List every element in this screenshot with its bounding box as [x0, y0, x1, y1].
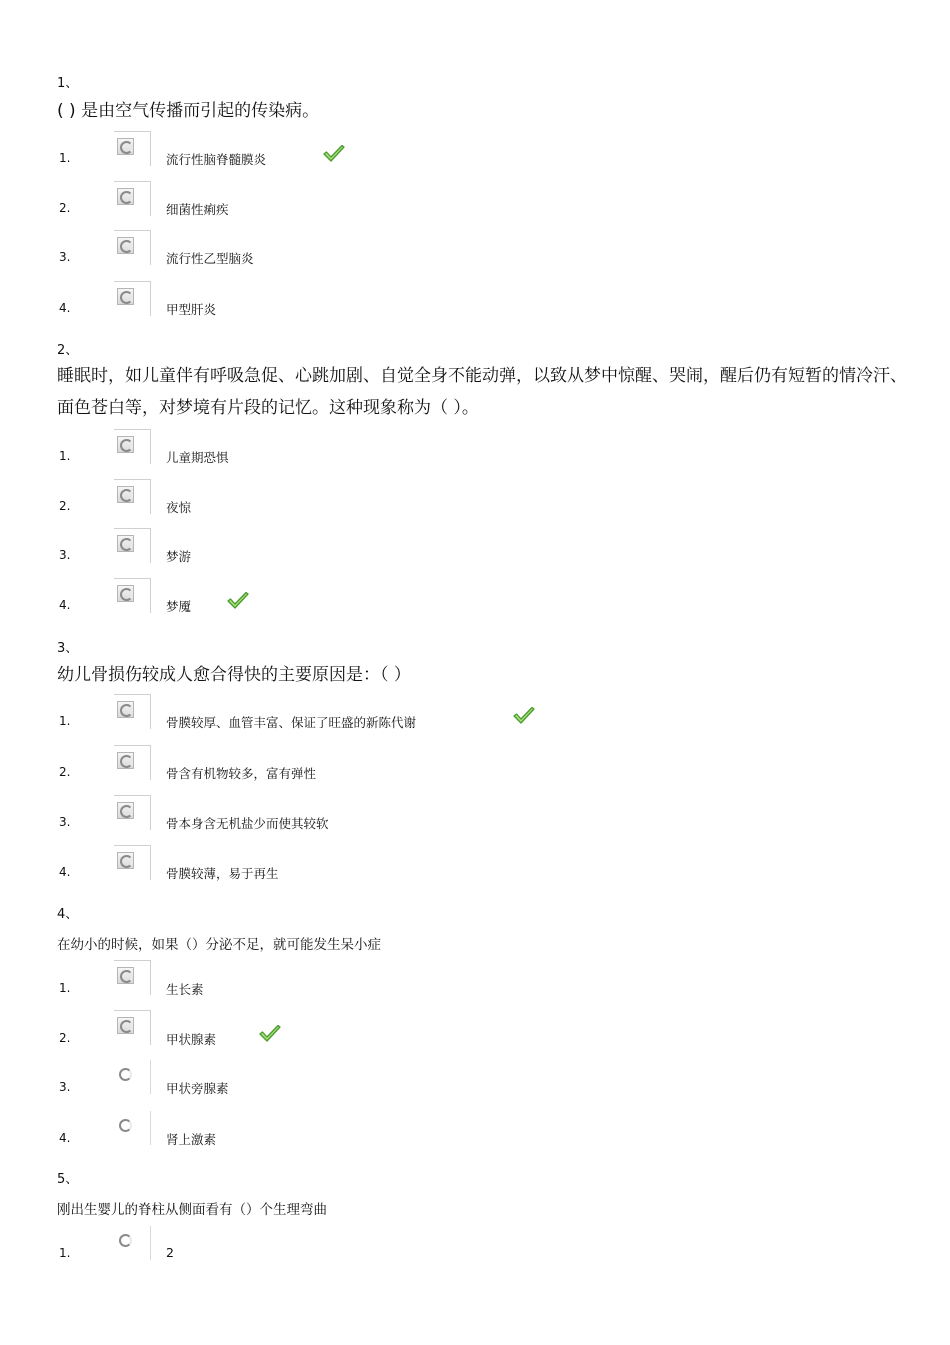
question-text: 睡眠时，如儿童伴有呼吸急促、心跳加剧、自觉全身不能动弹，以致从梦中惊醒、哭闹，醒后仍有短暂的情冷汗、面色苍白等，对梦境有片段的记忆。这种现象称为（ ）。	[57, 366, 907, 418]
radio-unchecked-icon[interactable]	[117, 701, 134, 718]
option-label: 甲状腺素	[166, 1032, 217, 1047]
option-radio-wrapper[interactable]	[114, 960, 151, 995]
option-radio-wrapper[interactable]	[114, 845, 151, 880]
option-label: 夜惊	[166, 500, 192, 515]
option-number: 4.	[59, 598, 71, 612]
question-number: 2、	[57, 343, 79, 358]
option-radio-wrapper[interactable]	[114, 281, 151, 316]
radio-unchecked-icon[interactable]	[117, 237, 134, 254]
question-number: 3、	[57, 641, 79, 656]
option-number: 3.	[59, 548, 71, 562]
radio-unchecked-icon[interactable]	[117, 138, 134, 155]
radio-unchecked-icon[interactable]	[117, 802, 134, 819]
option-label: 生长素	[166, 982, 204, 997]
option-label: 流行性脑脊髓膜炎	[166, 152, 267, 167]
question-number: 5、	[57, 1172, 79, 1187]
option-number: 4.	[59, 301, 71, 315]
radio-unchecked-icon[interactable]	[117, 1017, 134, 1034]
option-radio-wrapper[interactable]	[114, 1010, 151, 1045]
checkmark-icon	[322, 144, 346, 164]
option-number: 3.	[59, 815, 71, 829]
radio-unchecked-icon[interactable]	[117, 188, 134, 205]
question-text: 刚出生婴儿的脊柱从侧面看有（）个生理弯曲	[57, 1202, 327, 1218]
option-radio-wrapper[interactable]	[114, 1226, 151, 1260]
option-label: 骨膜较薄，易于再生	[166, 866, 279, 881]
option-number: 2.	[59, 499, 71, 513]
option-number: 1.	[59, 1246, 71, 1260]
option-radio-wrapper[interactable]	[114, 429, 151, 464]
option-number: 2.	[59, 765, 71, 779]
option-number: 2.	[59, 201, 71, 215]
option-number: 4.	[59, 1131, 71, 1145]
option-radio-wrapper[interactable]	[114, 1060, 151, 1094]
option-radio-wrapper[interactable]	[114, 578, 151, 613]
option-label: 梦游	[166, 549, 192, 564]
checkmark-icon	[226, 591, 250, 611]
option-number: 3.	[59, 1080, 71, 1094]
checkmark-icon	[512, 706, 536, 726]
radio-unchecked-icon[interactable]	[117, 1066, 134, 1083]
option-label: 骨本身含无机盐少而使其较软	[166, 816, 329, 831]
radio-unchecked-icon[interactable]	[117, 436, 134, 453]
option-label: 儿童期恐惧	[166, 450, 229, 465]
option-number: 3.	[59, 250, 71, 264]
option-radio-wrapper[interactable]	[114, 694, 151, 729]
radio-unchecked-icon[interactable]	[117, 535, 134, 552]
option-radio-wrapper[interactable]	[114, 745, 151, 780]
question-number: 4、	[57, 907, 79, 922]
option-label: 流行性乙型脑炎	[166, 251, 254, 266]
option-radio-wrapper[interactable]	[114, 131, 151, 166]
option-number: 1.	[59, 449, 71, 463]
option-number: 1.	[59, 714, 71, 728]
option-radio-wrapper[interactable]	[114, 230, 151, 265]
option-label: 骨膜较厚、血管丰富、保证了旺盛的新陈代谢	[166, 715, 417, 730]
radio-unchecked-icon[interactable]	[117, 288, 134, 305]
option-number: 2.	[59, 1031, 71, 1045]
question-text: 在幼小的时候，如果（）分泌不足，就可能发生呆小症	[57, 937, 381, 953]
question-text: 幼儿骨损伤较成人愈合得快的主要原因是：（ ）	[57, 665, 411, 685]
radio-unchecked-icon[interactable]	[117, 752, 134, 769]
checkmark-icon	[258, 1024, 282, 1044]
radio-unchecked-icon[interactable]	[117, 486, 134, 503]
radio-unchecked-icon[interactable]	[117, 585, 134, 602]
option-number: 1.	[59, 151, 71, 165]
option-radio-wrapper[interactable]	[114, 181, 151, 216]
question-number: 1、	[57, 76, 79, 91]
option-number: 4.	[59, 865, 71, 879]
option-label: 细菌性痢疾	[166, 202, 229, 217]
option-label: 甲状旁腺素	[166, 1081, 229, 1096]
radio-unchecked-icon[interactable]	[117, 967, 134, 984]
option-number: 1.	[59, 981, 71, 995]
option-radio-wrapper[interactable]	[114, 528, 151, 563]
radio-unchecked-icon[interactable]	[117, 1232, 134, 1249]
radio-unchecked-icon[interactable]	[117, 1117, 134, 1134]
option-label: 肾上激素	[166, 1132, 217, 1147]
radio-unchecked-icon[interactable]	[117, 852, 134, 869]
option-radio-wrapper[interactable]	[114, 479, 151, 514]
option-label: 2	[166, 1245, 174, 1260]
option-label: 梦魇	[166, 599, 192, 614]
option-label: 骨含有机物较多，富有弹性	[166, 766, 317, 781]
option-label: 甲型肝炎	[166, 302, 217, 317]
option-radio-wrapper[interactable]	[114, 1111, 151, 1145]
option-radio-wrapper[interactable]	[114, 795, 151, 830]
question-text: ( ) 是由空气传播而引起的传染病。	[57, 101, 320, 121]
